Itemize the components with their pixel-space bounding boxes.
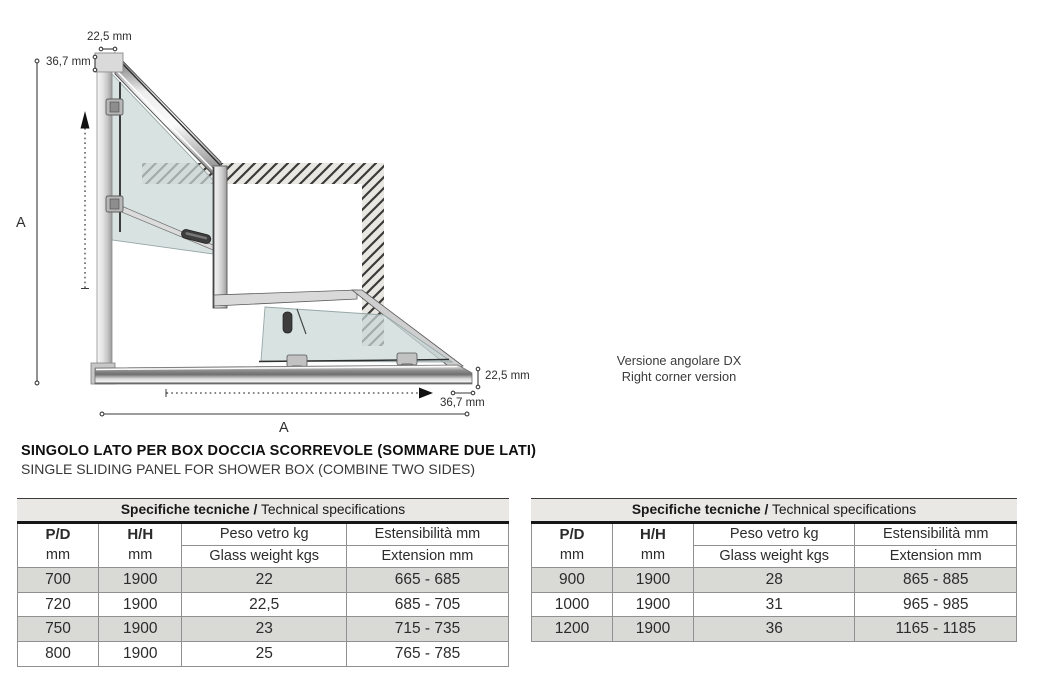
data-cell: 22 xyxy=(182,567,346,592)
table-grid xyxy=(531,524,1017,642)
header-unit: mm xyxy=(640,547,666,563)
version-caption-en: Right corner version xyxy=(621,368,737,384)
data-cell: 1900 xyxy=(99,592,182,617)
data-cell: 715 - 735 xyxy=(347,616,509,641)
header-cell xyxy=(182,545,346,567)
header-cell xyxy=(532,524,613,567)
data-cell: 28 xyxy=(694,567,856,592)
data-cell: 720 xyxy=(18,592,99,617)
header-cell xyxy=(694,545,856,567)
dim-width-a-label: A xyxy=(279,420,289,436)
table-title-bold: Specifiche tecniche / xyxy=(120,502,258,517)
data-cell: 31 xyxy=(694,592,856,617)
header-cell xyxy=(694,524,856,545)
data-cell: 700 xyxy=(18,567,99,592)
corner-post xyxy=(213,166,227,308)
dim-top-depth-label: 36,7 mm xyxy=(46,56,91,68)
header-top: P/D xyxy=(45,526,71,543)
header-cell xyxy=(182,524,346,545)
dim-bottom-height-label: 22,5 mm xyxy=(485,370,530,382)
header-label: Estensibilità mm xyxy=(882,526,989,542)
data-cell: 25 xyxy=(182,641,346,666)
header-label: Extension mm xyxy=(381,548,474,564)
header-label: Peso vetro kg xyxy=(729,526,819,542)
header-cell xyxy=(855,524,1017,545)
data-cell: 665 - 685 xyxy=(347,567,509,592)
header-label: Estensibilità mm xyxy=(374,526,481,542)
data-cell: 685 - 705 xyxy=(347,592,509,617)
header-cell xyxy=(347,545,509,567)
heading-italian: SINGOLO LATO PER BOX DOCCIA SCORREVOLE (SOMMARE DUE LATI) xyxy=(21,443,537,459)
data-cell: 1900 xyxy=(99,567,182,592)
table-title-normal: Technical specifications xyxy=(768,502,917,517)
table-title-normal: Technical specifications xyxy=(257,502,406,517)
data-cell: 23 xyxy=(182,616,346,641)
wall-profile-cap xyxy=(95,53,123,72)
header-cell xyxy=(347,524,509,545)
header-cell xyxy=(613,524,694,567)
version-caption-it: Versione angolare DX xyxy=(616,353,742,368)
header-unit: mm xyxy=(45,547,71,563)
data-cell: 1900 xyxy=(99,616,182,641)
data-cell: 765 - 785 xyxy=(347,641,509,666)
dim-height-a-label: A xyxy=(16,215,26,231)
section-heading xyxy=(21,443,536,477)
header-top: H/H xyxy=(640,526,666,543)
header-unit: mm xyxy=(128,547,153,563)
header-top: P/D xyxy=(559,526,585,543)
table-title xyxy=(531,498,1017,524)
header-cell xyxy=(18,524,99,567)
header-unit: mm xyxy=(559,547,585,563)
left-panel-assembly xyxy=(91,53,227,384)
version-caption xyxy=(599,353,759,384)
spec-table-right xyxy=(531,498,1017,642)
header-label: Glass weight kgs xyxy=(209,548,320,564)
header-label: Peso vetro kg xyxy=(219,526,309,542)
dim-top-width-label: 22,5 mm xyxy=(87,31,132,43)
data-cell: 1900 xyxy=(613,592,694,617)
data-cell: 1900 xyxy=(99,641,182,666)
table-title xyxy=(17,498,509,524)
data-cell: 800 xyxy=(18,641,99,666)
header-cell xyxy=(99,524,182,567)
header-label: Glass weight kgs xyxy=(719,548,830,564)
header-label: Extension mm xyxy=(889,548,982,564)
table-title-bold: Specifiche tecniche / xyxy=(631,502,769,517)
header-top: H/H xyxy=(127,526,154,543)
data-cell: 1900 xyxy=(613,616,694,641)
data-cell: 36 xyxy=(694,616,856,641)
spec-table-left xyxy=(17,498,509,667)
heading-english: SINGLE SLIDING PANEL FOR SHOWER BOX (COMBINE TWO SIDES) xyxy=(21,461,476,477)
header-cell xyxy=(855,545,1017,567)
data-cell: 1165 - 1185 xyxy=(855,616,1017,641)
table-grid xyxy=(17,524,509,667)
data-cell: 750 xyxy=(18,616,99,641)
data-cell: 1200 xyxy=(532,616,613,641)
dim-bottom-depth-label: 36,7 mm xyxy=(440,397,485,409)
data-cell: 1900 xyxy=(613,567,694,592)
wall-profile xyxy=(97,72,112,365)
data-cell: 965 - 985 xyxy=(855,592,1017,617)
front-panel-assembly xyxy=(95,290,472,384)
data-cell: 900 xyxy=(532,567,613,592)
data-cell: 22,5 xyxy=(182,592,346,617)
data-cell: 865 - 885 xyxy=(855,567,1017,592)
door-handle-front xyxy=(283,312,292,333)
data-cell: 1000 xyxy=(532,592,613,617)
